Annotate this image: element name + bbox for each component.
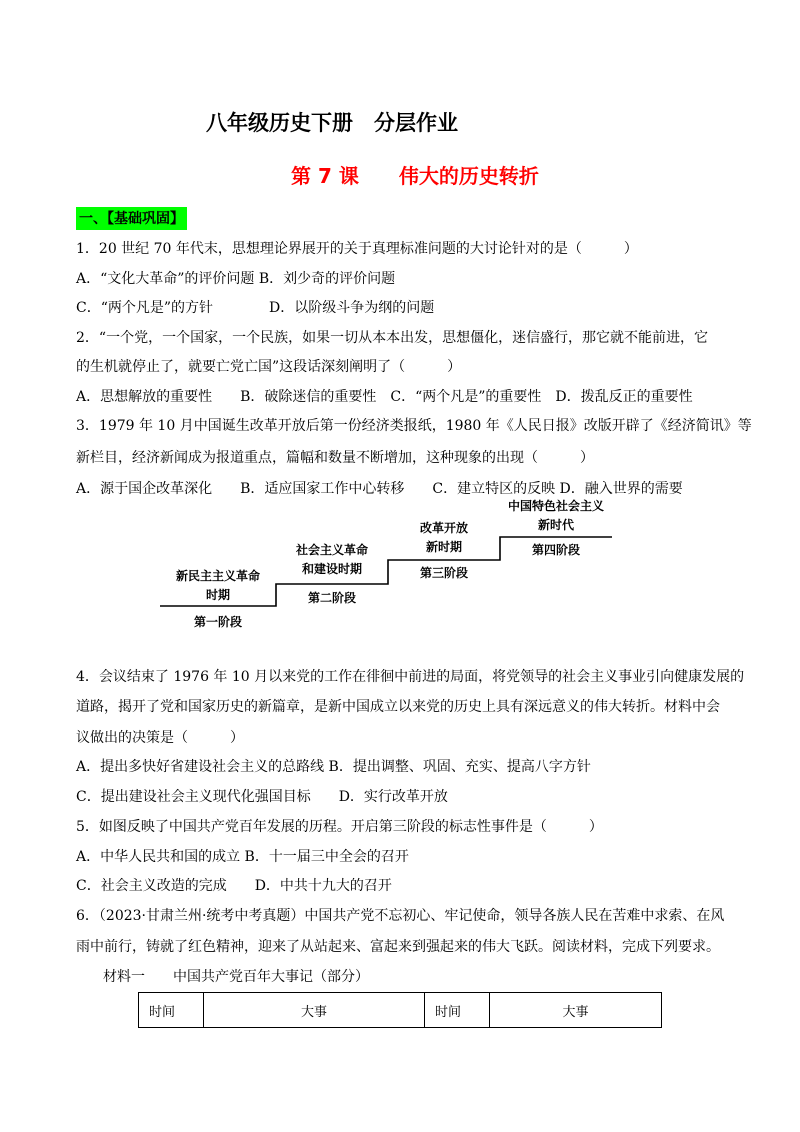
q2-stem-line1: 2．“一个党，一个国家，一个民族，如果一切从本本出发，思想僵化，迷信盛行，那它就不能前进，它 (76, 330, 709, 346)
q5-stem: 5．如图反映了中国共产党百年发展的历程。开启第三阶段的标志性事件是（ ） (76, 819, 603, 835)
table-header-event-2: 大事 (490, 993, 662, 1028)
q1-options-ab: A．“文化大革命”的评价问题 B．刘少奇的评价问题 (76, 271, 396, 287)
stage4-period-line2: 新时代 (537, 518, 574, 532)
q1-stem: 1．20 世纪 70 年代末，思想理论界展开的关于真理标准问题的大讨论针对的是（ ） (76, 241, 638, 257)
stage2-period-line1: 社会主义革命 (295, 543, 368, 557)
stage1-period (160, 567, 276, 605)
q5-options-ab: A．中华人民共和国的成立 B．十一届三中全会的召开 (76, 849, 409, 865)
document-title: 八年级历史下册 分层作业 (206, 111, 458, 135)
stage2-label: 第二阶段 (307, 591, 356, 605)
q6-stem-line1: 6．（2023·甘肃兰州·统考中考真题）中国共产党不忘初心、牢记使命，领导各族人民在苦难中求索、在风 (76, 908, 725, 924)
table-header-time-2: 时间 (425, 993, 490, 1028)
stage3-period (388, 519, 500, 557)
q3-stem-line2: 新栏目，经济新闻成为报道重点，篇幅和数量不断增加，这种现象的出现（ ） (76, 450, 594, 466)
q1-options-cd: C．“两个凡是”的方针 D．以阶级斗争为纲的问题 (76, 300, 435, 316)
q3-stem-line1: 3．1979 年 10 月中国诞生改革开放后第一份经济类报纸，1980 年《人民日报》改版开辟了《经济简讯》等 (76, 418, 752, 434)
q4-stem-line2: 道路，揭开了党和国家历史的新篇章，是新中国成立以来党的历史上具有深远意义的伟大转折。材料中会 (76, 699, 720, 715)
table-header-time-1: 时间 (139, 993, 204, 1028)
stage3-period-line1: 改革开放 (419, 521, 468, 535)
q2-stem-line2: 的生机就停止了，就要亡党亡国”这段话深刻阐明了（ ） (76, 359, 462, 375)
q3-options: A．源于国企改革深化 B．适应国家工作中心转移 C．建立特区的反映 D．融入世界的需要 (76, 481, 683, 497)
table-header-row (139, 993, 662, 1028)
q5-options-cd: C．社会主义改造的完成 D．中共十九大的召开 (76, 878, 392, 894)
q4-options-ab: A．提出多快好省建设社会主义的总路线 B．提出调整、巩固、充实、提高八字方针 (76, 759, 591, 775)
stage3-label: 第三阶段 (419, 566, 468, 580)
stage4-period-line1: 中国特色社会主义 (507, 499, 604, 513)
material-one-label: 材料一 中国共产党百年大事记（部分） (103, 969, 369, 985)
stage4-label: 第四阶段 (531, 543, 580, 557)
q4-options-cd: C．提出建设社会主义现代化强国目标 D．实行改革开放 (76, 789, 448, 805)
q4-stem-line3: 议做出的决策是（ ） (76, 730, 244, 746)
lesson-title: 第 7 课 伟大的历史转折 (291, 164, 539, 188)
events-table (138, 992, 662, 1028)
stage1-period-line1: 新民主主义革命 (175, 569, 260, 583)
section-label: 一、【基础巩固】 (76, 207, 187, 230)
stage4-period (496, 497, 616, 535)
table-header-event-1: 大事 (204, 993, 425, 1028)
stage2-period-line2: 和建设时期 (301, 562, 362, 576)
stage3-period-line2: 新时期 (425, 540, 462, 554)
stage1-period-line2: 时期 (205, 588, 230, 602)
q4-stem-line1: 4．会议结束了 1976 年 10 月以来党的工作在徘徊中前进的局面，将党领导的社会主义事业引向健康发展的 (76, 669, 745, 685)
q2-options: A．思想解放的重要性 B．破除迷信的重要性 C．“两个凡是”的重要性 D．拨乱反正的重要性 (76, 389, 693, 405)
stage1-label: 第一阶段 (193, 615, 242, 629)
q6-stem-line2: 雨中前行，铸就了红色精神，迎来了从站起来、富起来到强起来的伟大飞跃。阅读材料，完成下列要求。 (76, 939, 720, 955)
stage2-period (276, 541, 388, 579)
